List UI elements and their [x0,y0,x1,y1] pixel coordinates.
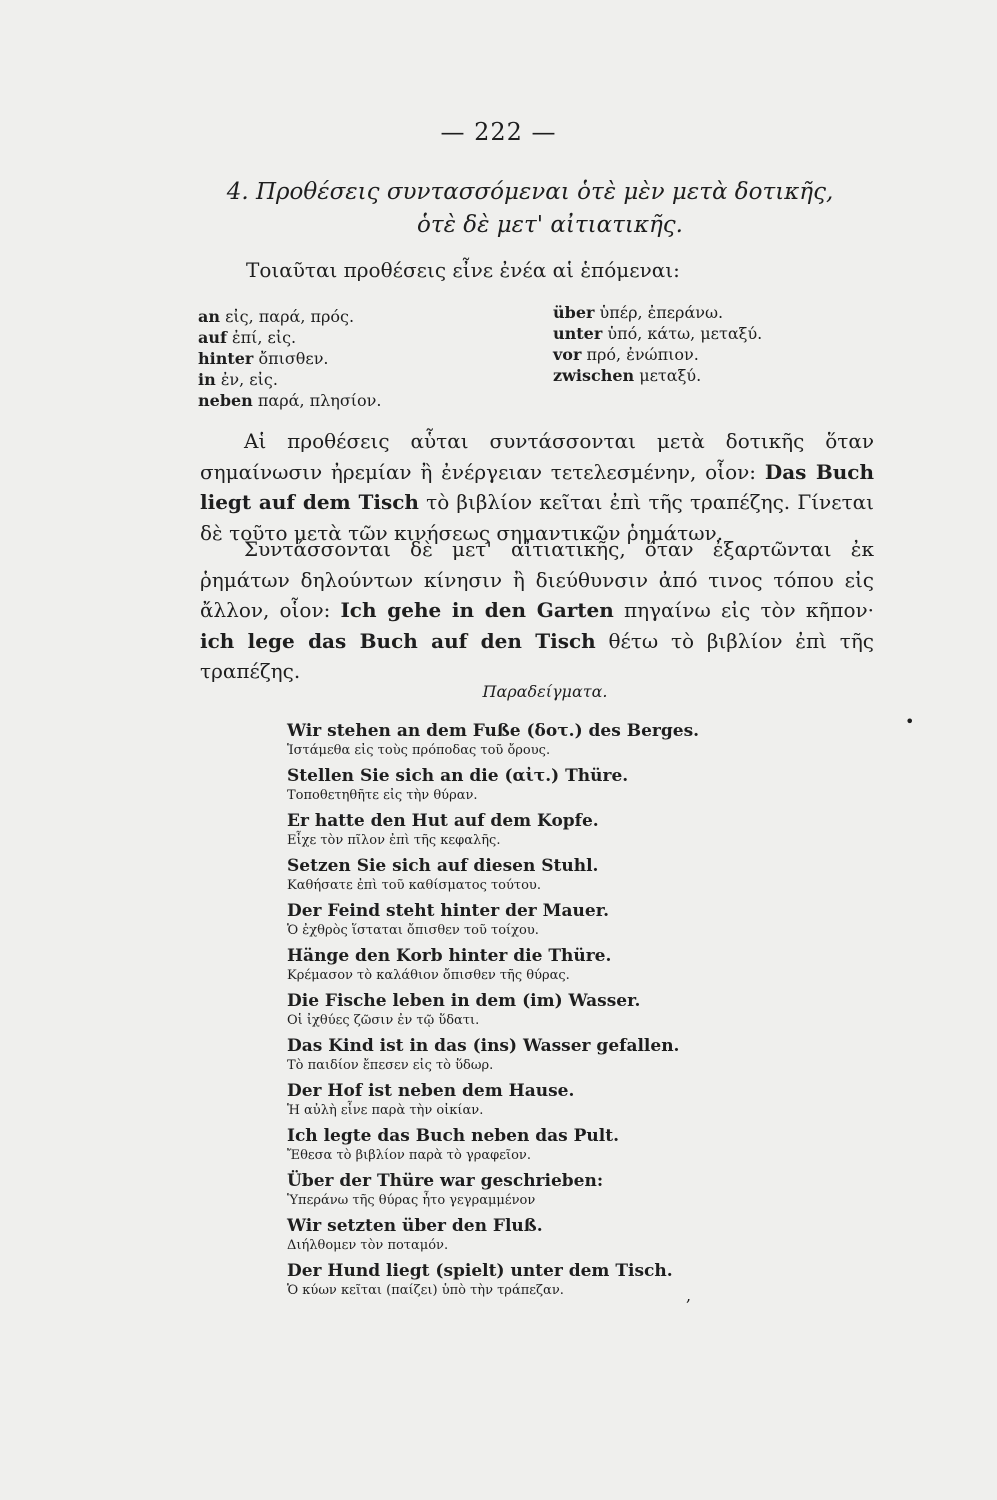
example-pair: Die Fische leben in dem (im) Wasser. Οἱ ἰχθύες ζῶσιν ἐν τῷ ὕδατι. [287,991,641,1028]
preposition-item: auf ἐπί, εἰς. [198,328,297,347]
section-heading [200,176,860,242]
example-pair: Er hatte den Hut auf dem Kopfe. Εἶχε τὸν πῖλον ἐπὶ τῆς κεφαλῆς. [287,811,599,848]
preposition-list-left [198,306,528,411]
paragraph-dative: Αἱ προθέσεις αὗται συντάσσονται μετὰ δοτικῆς ὅταν σημαίνωσιν ἠρεμίαν ἢ ἐνέργειαν τετελεσμένην, οἷον: Das Buch liegt auf dem Tisch τὸ βιβλίον κεῖται ἐπὶ τῆς τραπέζης. Γίνεται δὲ τοῦτο μετὰ τῶν κινήσεως σημαντικῶν ῥημάτων. [200,429,874,545]
example-pair: Stellen Sie sich an die (αἰτ.) Thüre. Τοποθετηθῆτε εἰς τὴν θύραν. [287,766,629,803]
example-pair: Wir setzten über den Fluß. Διήλθομεν τὸν ποταμόν. [287,1216,543,1253]
heading-line-2: ὁτὲ δὲ μετ' αἰτιατικῆς. [417,212,683,238]
page-number: — 222 — [440,118,557,146]
example-pair: Das Kind ist in das (ins) Wasser gefallen. Τὸ παιδίον ἔπεσεν εἰς τὸ ὕδωρ. [287,1036,680,1073]
preposition-item: in ἐν, εἰς. [198,370,278,389]
preposition-item: neben παρά, πλησίον. [198,391,382,410]
examples-list [287,720,747,1305]
example-pair: Setzen Sie sich auf diesen Stuhl. Καθήσατε ἐπὶ τοῦ καθίσματος τούτου. [287,856,599,893]
preposition-item: an εἰς, παρά, πρός. [198,307,355,326]
examples-title: Παραδείγματα. [482,682,608,701]
example-pair: Der Hund liegt (spielt) unter dem Tisch. Ὁ κύων κεῖται (παίζει) ὑπὸ τὴν τράπεζαν. [287,1261,673,1298]
preposition-item: vor πρό, ἐνώπιον. [553,345,699,364]
example-pair: Der Feind steht hinter der Mauer. Ὁ ἐχθρὸς ἵσταται ὄπισθεν τοῦ τοίχου. [287,901,610,938]
heading-line-1: 4. Προθέσεις συντασσόμεναι ὁτὲ μὲν μετὰ δοτικῆς, [226,179,834,205]
paragraph-accusative: Συντάσσονται δὲ μετ' αἰτιατικῆς, ὅταν ἐξαρτῶνται ἐκ ῥημάτων δηλούντων κίνησιν ἢ διεύθυνσιν ἀπό τινος τόπου εἰς ἄλλον, οἷον: Ich gehe in den Garten πηγαίνω εἰς τὸν κῆπον· ich lege das Buch auf den Tisch θέτω τὸ βιβλίον ἐπὶ τῆς τραπέζης. [200,537,875,683]
example-pair: Der Hof ist neben dem Hause. Ἡ αὐλὴ εἶνε παρὰ τὴν οἰκίαν. [287,1081,575,1118]
intro-sentence: Τοιαῦται προθέσεις εἶνε ἐνέα αἱ ἑπόμεναι: [246,258,680,282]
preposition-item: hinter ὄπισθεν. [198,349,329,368]
preposition-item: über ὑπέρ, ἐπεράνω. [553,303,724,322]
example-pair: Über der Thüre war geschrieben: Ὑπεράνω τῆς θύρας ἦτο γεγραμμένον [287,1171,604,1208]
example-pair: Wir stehen an dem Fuße (δοτ.) des Berges. Ἱστάμεθα εἰς τοὺς πρόποδας τοῦ ὄρους. [287,721,700,758]
preposition-item: zwischen μεταξύ. [553,366,702,385]
preposition-item: unter ὑπό, κάτω, μεταξύ. [553,324,763,343]
margin-mark: , [686,1286,692,1305]
preposition-list-right [553,302,883,386]
example-pair: Hänge den Korb hinter die Thüre. Κρέμασον τὸ καλάθιον ὄπισθεν τῆς θύρας. [287,946,612,983]
margin-mark: • [905,712,915,731]
example-pair: Ich legte das Buch neben das Pult. Ἔθεσα τὸ βιβλίον παρὰ τὸ γραφεῖον. [287,1126,619,1163]
